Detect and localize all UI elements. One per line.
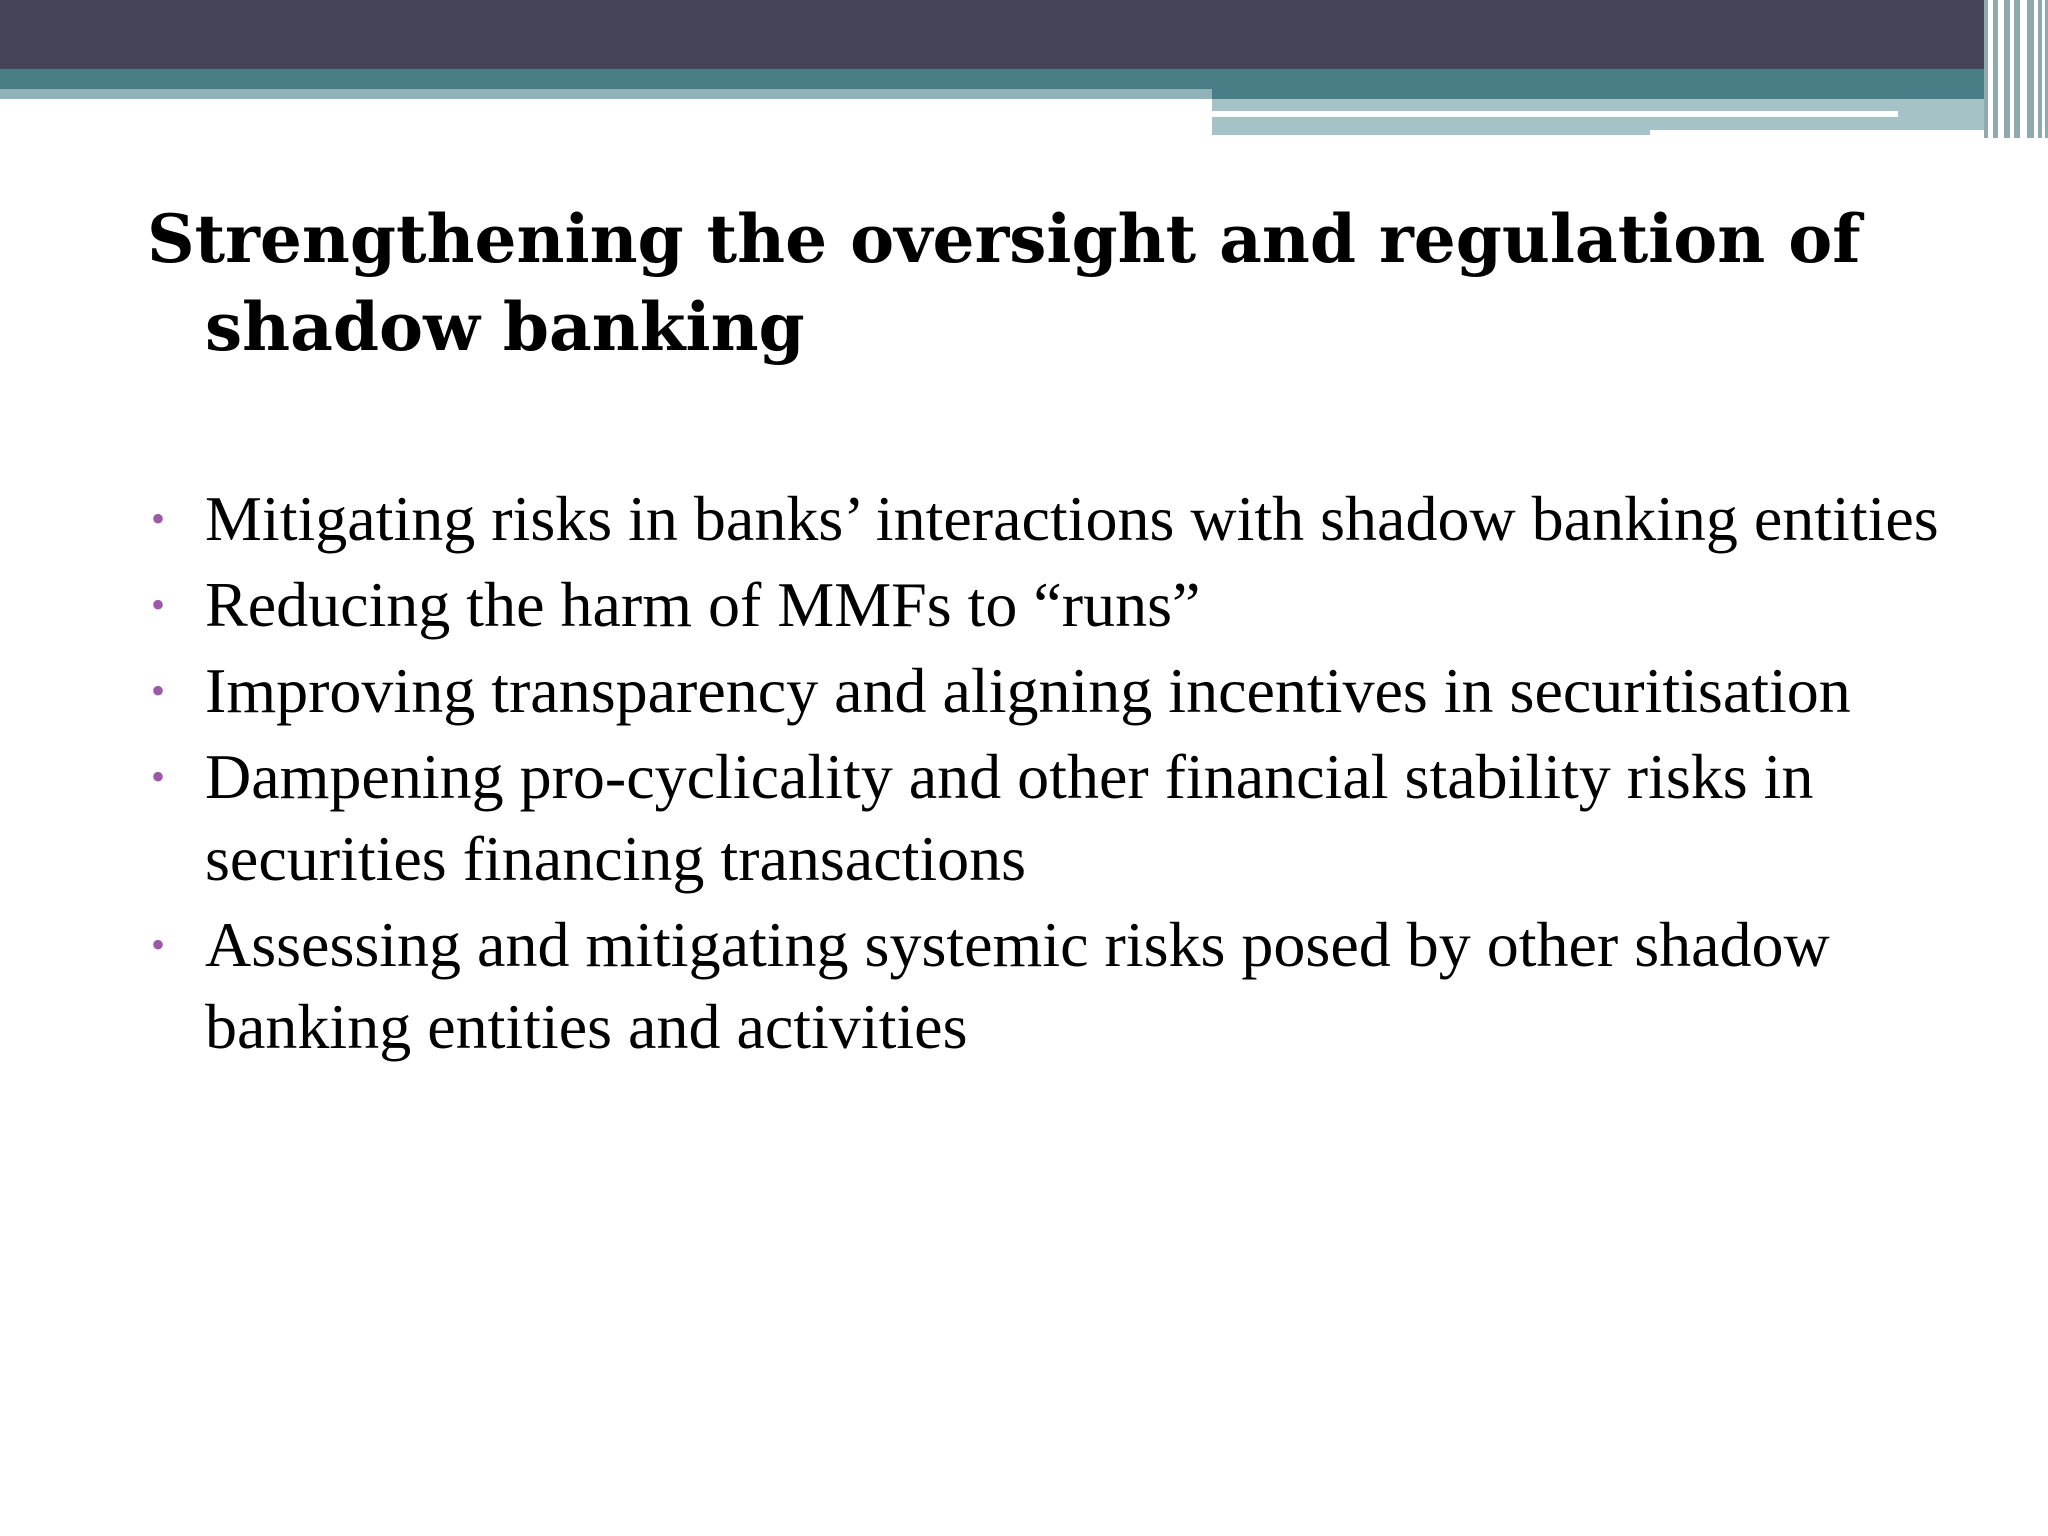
slide-title: Strengthening the oversight and regulation of shadow banking: [147, 200, 1861, 366]
bullet-dot-icon: •: [151, 668, 166, 713]
bullet-dot-icon: •: [151, 582, 166, 627]
bullet-item: [147, 736, 1947, 900]
header-accent-line: [1212, 111, 1898, 117]
header-band-teal: [0, 69, 2048, 89]
bullet-item: [147, 564, 1947, 646]
bullet-text: Reducing the harm of MMFs to “runs”: [205, 569, 1201, 640]
header-band-dark: [0, 0, 2048, 69]
bullet-dot-icon: •: [151, 754, 166, 799]
header-band-teal-light: [0, 89, 1212, 99]
bullet-text: Mitigating risks in banks’ interactions with shadow banking entities: [205, 483, 1939, 554]
header-band-right-top: [1212, 89, 2048, 99]
bullet-item: [147, 904, 1947, 1068]
bullet-item: [147, 478, 1947, 560]
header-stripes-decoration: [1984, 0, 2048, 138]
bullet-list: [147, 478, 1947, 1072]
bullet-dot-icon: •: [151, 922, 166, 967]
bullet-item: [147, 650, 1947, 732]
bullet-text: Dampening pro-cyclicality and other financial stability risks in securities financing transactions: [205, 741, 1814, 894]
bullet-text: Assessing and mitigating systemic risks posed by other shadow banking entities and activities: [205, 909, 1830, 1062]
bullet-dot-icon: •: [151, 496, 166, 541]
bullet-text: Improving transparency and aligning incentives in securitisation: [205, 655, 1851, 726]
